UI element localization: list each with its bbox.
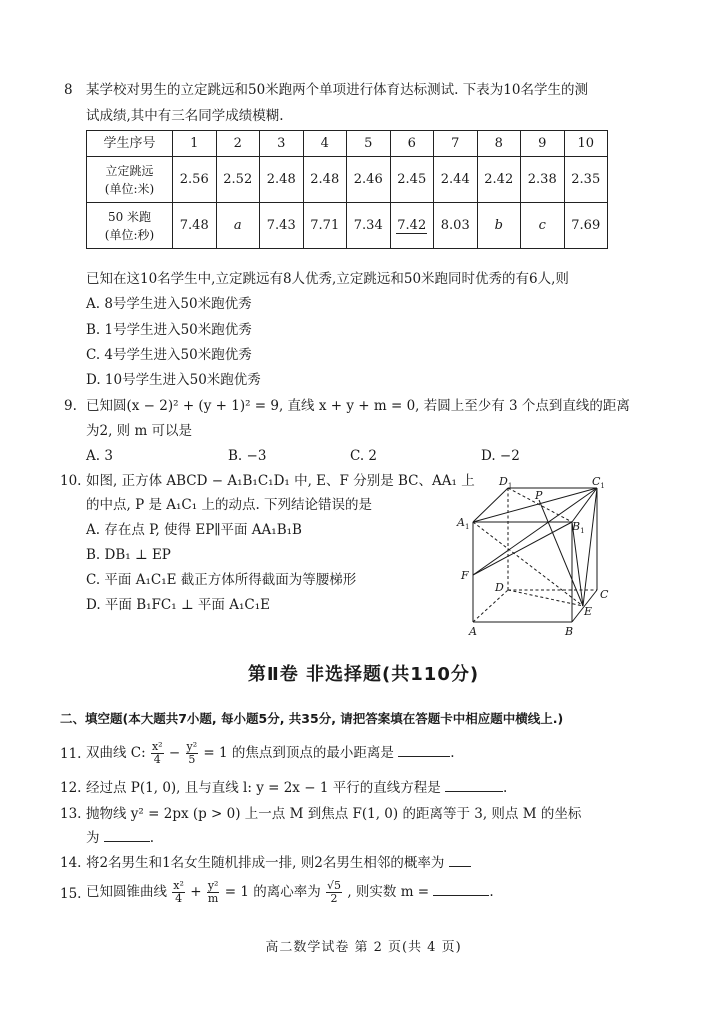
- blurred-value: a: [233, 217, 242, 233]
- blurred-value: b: [494, 217, 503, 233]
- q9-option-c: C. 2: [350, 448, 378, 464]
- table-cell: 7.69: [564, 203, 608, 249]
- table-cell: 2.44: [434, 157, 478, 203]
- table-header-cell: 7: [434, 131, 478, 157]
- q11-fraction-y: $\frac{\text{y²}}{5}$: [186, 740, 198, 766]
- q15-after: , 则实数 m =: [347, 884, 430, 900]
- label-c1: $C_1$: [592, 475, 605, 490]
- q10-option-c: C. 平面 A₁C₁E 截正方体所得截面为等腰梯形: [86, 572, 357, 588]
- q8-number: 8: [64, 82, 73, 98]
- q9-stem-line2: 为2, 则 m 可以是: [86, 423, 193, 439]
- q12-answer-blank[interactable]: [445, 791, 503, 792]
- label-c: C: [600, 588, 609, 601]
- q8-condition: 已知在这10名学生中,立定跳远有8人优秀,立定跳远和50米跑同时优秀的有6人,则: [86, 271, 569, 287]
- table-header-cell: 3: [260, 131, 304, 157]
- table-header-cell: 8: [477, 131, 521, 157]
- label-p: P: [535, 489, 543, 502]
- blurred-value: c: [538, 217, 546, 233]
- q15-answer-blank[interactable]: [433, 895, 489, 896]
- q11-after: = 1 的焦点到顶点的最小距离是: [203, 745, 394, 761]
- table-cell: 2.48: [303, 157, 347, 203]
- q13-line2: 为 .: [86, 830, 155, 846]
- table-row-long-jump: [87, 157, 608, 203]
- row-label-line: 立定跳远: [105, 163, 154, 178]
- table-cell: [216, 203, 260, 249]
- row-label-50m-run: [87, 203, 173, 249]
- q8-option-d: D. 10号学生进入50米跑优秀: [86, 372, 261, 388]
- label-b: B: [565, 625, 574, 638]
- q12-number: 12.: [60, 780, 82, 796]
- q15-plus: +: [190, 884, 202, 900]
- table-cell: 2.52: [216, 157, 260, 203]
- q13-line2-text: 为: [86, 830, 100, 846]
- table-cell: 7.71: [303, 203, 347, 249]
- score-table: [86, 130, 608, 249]
- row-label-long-jump: [87, 157, 173, 203]
- table-header-cell: 1: [173, 131, 217, 157]
- table-cell: 2.56: [173, 157, 217, 203]
- table-cell: 2.48: [260, 157, 304, 203]
- q12-text: 经过点 P(1, 0), 且与直线 l: y = 2x − 1 平行的直线方程是: [86, 780, 441, 796]
- row-label-line: 50 米跑: [107, 209, 152, 224]
- label-a1: $A_1$: [457, 516, 470, 531]
- q11-fraction-x: $\frac{\text{x²}}{4}$: [151, 740, 163, 766]
- table-header-cell: 2: [216, 131, 260, 157]
- table-header-row: [87, 131, 608, 157]
- part2-title: 第Ⅱ卷 非选择题(共110分): [247, 664, 480, 685]
- table-cell: 2.42: [477, 157, 521, 203]
- table-header-cell: 9: [521, 131, 565, 157]
- table-header-cell: 4: [303, 131, 347, 157]
- q10-stem-line2: 的中点, P 是 A₁C₁ 上的动点. 下列结论错误的是: [86, 497, 373, 513]
- q9-option-d: D. −2: [481, 448, 520, 464]
- hidden-edge-a-d: [473, 590, 508, 622]
- q11-number: 11.: [60, 746, 82, 762]
- row-label-line: (单位:秒): [104, 227, 155, 242]
- q15-before: 已知圆锥曲线: [86, 884, 167, 900]
- q14-answer-blank[interactable]: [449, 866, 471, 867]
- q8-option-c: C. 4号学生进入50米跑优秀: [86, 347, 252, 363]
- q9-stem-line1: 已知圆(x − 2)² + (y + 1)² = 9, 直线 x + y + m = 0, 若圆上至少有 3 个点到直线的距离: [86, 398, 630, 414]
- q15-fraction-x: $\frac{\text{x²}}{4}$: [173, 879, 184, 905]
- q10-number: 10.: [60, 473, 82, 489]
- q15-fraction-y: $\frac{\text{y²}}{m}$: [207, 879, 219, 905]
- q9-number: 9.: [64, 398, 77, 414]
- q15-number: 15.: [60, 886, 82, 902]
- row-label-line: (单位:米): [104, 181, 155, 196]
- q14-number: 14.: [60, 855, 82, 871]
- q10-option-a: A. 存在点 P, 使得 EP∥平面 AA₁B₁B: [86, 522, 302, 538]
- q15-middle: = 1 的离心率为: [224, 884, 321, 900]
- q10-stem-line1: 如图, 正方体 ABCD − A₁B₁C₁D₁ 中, E、F 分别是 BC、AA₁ 上: [86, 473, 475, 489]
- q15-text: 已知圆锥曲线 $\frac{\text{x²}}{4}$ + $\frac{\text{y²}}{m}$ = 1 的离心率为 $\frac{√5}{2}$ , 则实数 m = .: [86, 879, 494, 905]
- q13-number: 13.: [60, 806, 82, 822]
- q10-option-b: B. DB₁ ⊥ EP: [86, 547, 171, 563]
- table-header-cell: 5: [347, 131, 391, 157]
- page-footer: 高二数学试卷 第 2 页(共 4 页): [265, 940, 462, 955]
- q12-line: 经过点 P(1, 0), 且与直线 l: y = 2x − 1 平行的直线方程是 .: [86, 780, 508, 796]
- table-cell: [477, 203, 521, 249]
- table-header-cell: 10: [564, 131, 608, 157]
- q11-minus: −: [168, 745, 181, 761]
- label-e: E: [584, 605, 593, 618]
- q9-option-b: B. −3: [228, 448, 267, 464]
- table-cell: 7.43: [260, 203, 304, 249]
- q9-option-a: A. 3: [86, 448, 113, 464]
- table-header-cell: 6: [390, 131, 434, 157]
- table-cell: [390, 203, 434, 249]
- label-d: D: [495, 581, 504, 594]
- underlined-value: 7.42: [397, 217, 427, 233]
- q8-option-b: B. 1号学生进入50米跑优秀: [86, 322, 252, 338]
- q15-eccentricity: $\frac{√5}{2}$: [327, 879, 342, 905]
- q8-option-a: A. 8号学生进入50米跑优秀: [86, 296, 252, 312]
- segment-c1-e: [583, 488, 597, 606]
- segment-f-b1: [473, 522, 572, 575]
- label-b1: $B_1$: [572, 520, 585, 535]
- label-f: F: [461, 569, 469, 582]
- q10-option-d: D. 平面 B₁FC₁ ⊥ 平面 A₁C₁E: [86, 597, 270, 613]
- table-cell: [521, 203, 565, 249]
- label-d1: $D_1$: [499, 475, 513, 490]
- table-cell: 2.35: [564, 157, 608, 203]
- cube-figure: [455, 472, 615, 640]
- q8-stem-line2: 试成绩,其中有三名同学成绩模糊.: [86, 108, 284, 124]
- table-row-50m-run: [87, 203, 608, 249]
- q13-line1: 抛物线 y² = 2px (p > 0) 上一点 M 到焦点 F(1, 0) 的距离等于 3, 则点 M 的坐标: [86, 806, 582, 822]
- table-cell: 8.03: [434, 203, 478, 249]
- q11-answer-blank[interactable]: [398, 756, 450, 757]
- label-a: A: [469, 625, 477, 638]
- q8-stem-line1: 某学校对男生的立定跳远和50米跑两个单项进行体育达标测试. 下表为10名学生的测: [86, 82, 588, 98]
- table-cell: 7.48: [173, 203, 217, 249]
- section-title: 二、填空题(本大题共7小题, 每小题5分, 共35分, 请把答案填在答题卡中相应题中横线上.): [60, 711, 564, 726]
- table-header-cell: 学生序号: [87, 131, 173, 157]
- q14-text: 将2名男生和1名女生随机排成一排, 则2名男生相邻的概率为: [86, 855, 445, 871]
- table-cell: 7.34: [347, 203, 391, 249]
- q13-answer-blank[interactable]: [104, 841, 150, 842]
- q11-text: 双曲线 C: $\frac{\text{x²}}{4}$ − $\frac{\text{y²}}{5}$ = 1 的焦点到顶点的最小距离是 .: [86, 740, 455, 766]
- table-cell: 2.45: [390, 157, 434, 203]
- q14-line: [86, 855, 471, 871]
- table-cell: 2.46: [347, 157, 391, 203]
- q11-before: 双曲线 C:: [86, 745, 146, 761]
- table-cell: 2.38: [521, 157, 565, 203]
